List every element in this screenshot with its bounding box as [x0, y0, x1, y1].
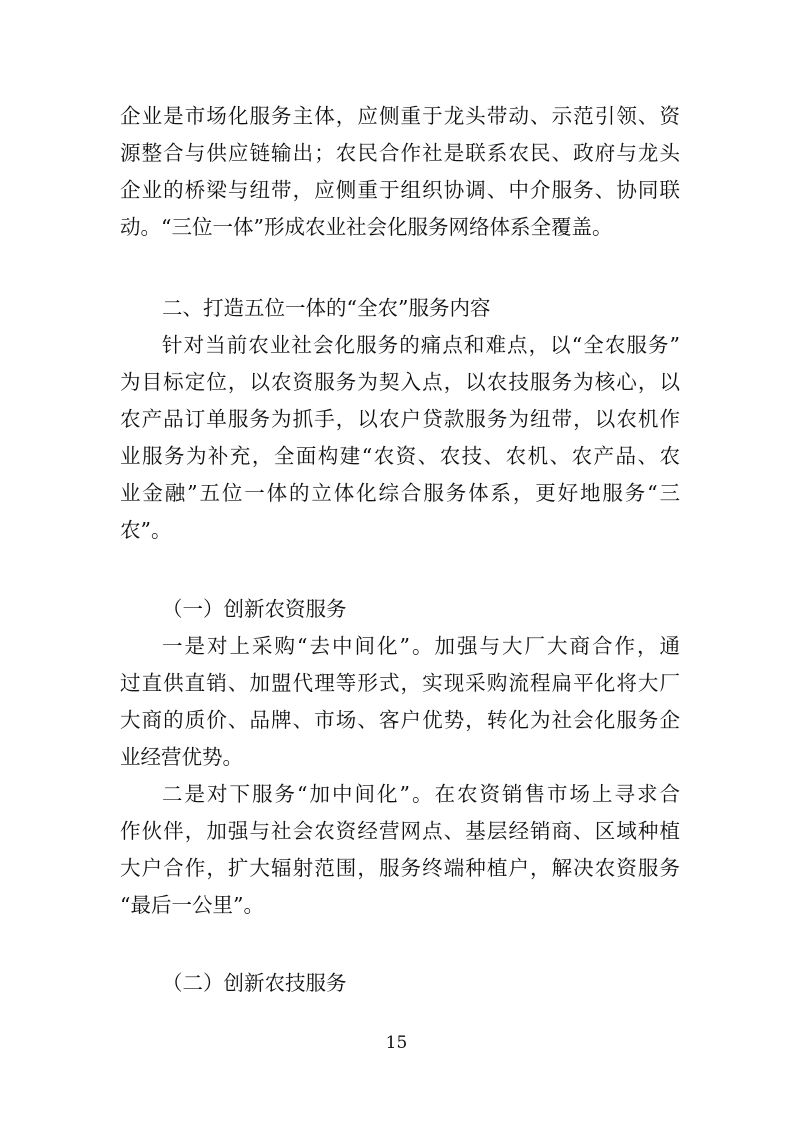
paragraph-line: 农产品订单服务为抓手，以农户贷款服务为纽带，以农机作	[120, 407, 680, 431]
paragraph-line: 作伙伴，加强与社会农资经营网点、基层经销商、区域种植	[120, 819, 680, 843]
paragraph-line: 过直供直销、加盟代理等形式，实现采购流程扁平化将大厂	[120, 671, 680, 695]
paragraph-line: 农”。	[120, 518, 172, 542]
paragraph-line: 一是对上采购“去中间化”。加强与大厂大商合作，通	[162, 634, 680, 658]
paragraph-line: 大户合作，扩大辐射范围，服务终端种植户，解决农资服务	[120, 856, 680, 880]
paragraph-line: 业经营优势。	[120, 745, 243, 769]
paragraph-line: 二是对下服务“加中间化”。在农资销售市场上寻求合	[162, 782, 680, 806]
paragraph-line: 为目标定位，以农资服务为契入点，以农技服务为核心，以	[120, 370, 680, 394]
paragraph-line: 针对当前农业社会化服务的痛点和难点，以“全农服务”	[162, 333, 680, 357]
paragraph-line: 大商的质价、品牌、市场、客户优势，转化为社会化服务企	[120, 708, 680, 732]
page-number: 15	[385, 1033, 408, 1053]
paragraph-line: 动。“三位一体”形成农业社会化服务网络体系全覆盖。	[120, 215, 613, 239]
paragraph-line: 业金融”五位一体的立体化综合服务体系，更好地服务“三	[120, 481, 680, 505]
subsection-heading: （二）创新农技服务	[162, 971, 347, 995]
paragraph-line: “最后一公里”。	[120, 893, 264, 917]
paragraph-line: 业服务为补充，全面构建“农资、农技、农机、农产品、农	[120, 444, 680, 468]
paragraph-line: 源整合与供应链输出；农民合作社是联系农民、政府与龙头	[120, 141, 680, 165]
paragraph-line: 企业的桥梁与纽带，应侧重于组织协调、中介服务、协同联	[120, 178, 680, 202]
subsection-heading: （一）创新农资服务	[162, 597, 347, 621]
section-heading: 二、打造五位一体的“全农”服务内容	[162, 296, 491, 320]
paragraph-line: 企业是市场化服务主体，应侧重于龙头带动、示范引领、资	[120, 104, 680, 128]
